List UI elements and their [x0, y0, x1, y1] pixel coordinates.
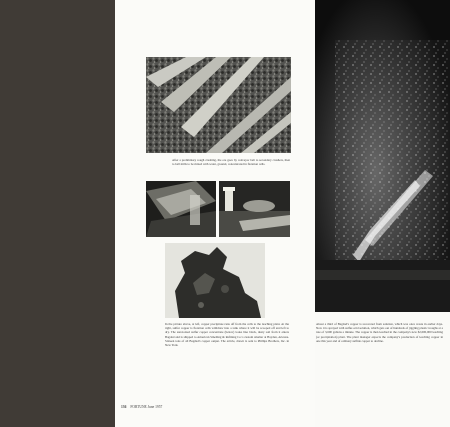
photo-copper-concentrate-rock	[165, 243, 265, 318]
page-folio	[121, 405, 162, 409]
caption-lower-left: In the picture above, at left, copper precipitate runs off from the cells to the leaching plant. At the right, sulfur copper is flotation cells withdraw into a tank where it will be scooped off and left to dry. The sand-sized sulfur copper concentrate (below) looks like black, dusty soil from it enters Bagdad and is shipped to American Smelting & Refining Co.'s custom smelter at Hayden, Arizona. Sixteen tons of all Bagdad's copper output. The article, drawn is sent to Phillips Brothers, Inc. in New York.	[165, 322, 289, 348]
page-number: 136	[121, 405, 127, 409]
caption-top: After a preliminary rough crushing, the ore goes by conveyor belt to secondary crushers, then to ball mills to be mixed with water, ground, concentrated in flotation cells.	[172, 158, 290, 167]
binding-spine	[0, 0, 115, 427]
photo-copper-precipitate	[146, 181, 216, 237]
photo-flotation-cells	[219, 181, 290, 237]
publication-line: FORTUNE June 1957	[130, 405, 163, 409]
caption-right: About a third of Bagdad's copper is recovered from solution, which was once waste in earlier days. Now it is sprayed with sulfur-acid solution, which gets out of hundreds of jiggling plastic troughs at a rate of 3,600 gallons a minute. The copper is then leached in the company's new $2,000,000 leaching (or precipitation) plant. The plant manager expects the company's production of leaching copper in one this year and of ordinary sulfide copper to decline.	[316, 322, 443, 343]
photo-leaching-spray	[315, 0, 450, 312]
photo-conveyor-belts	[146, 57, 291, 153]
